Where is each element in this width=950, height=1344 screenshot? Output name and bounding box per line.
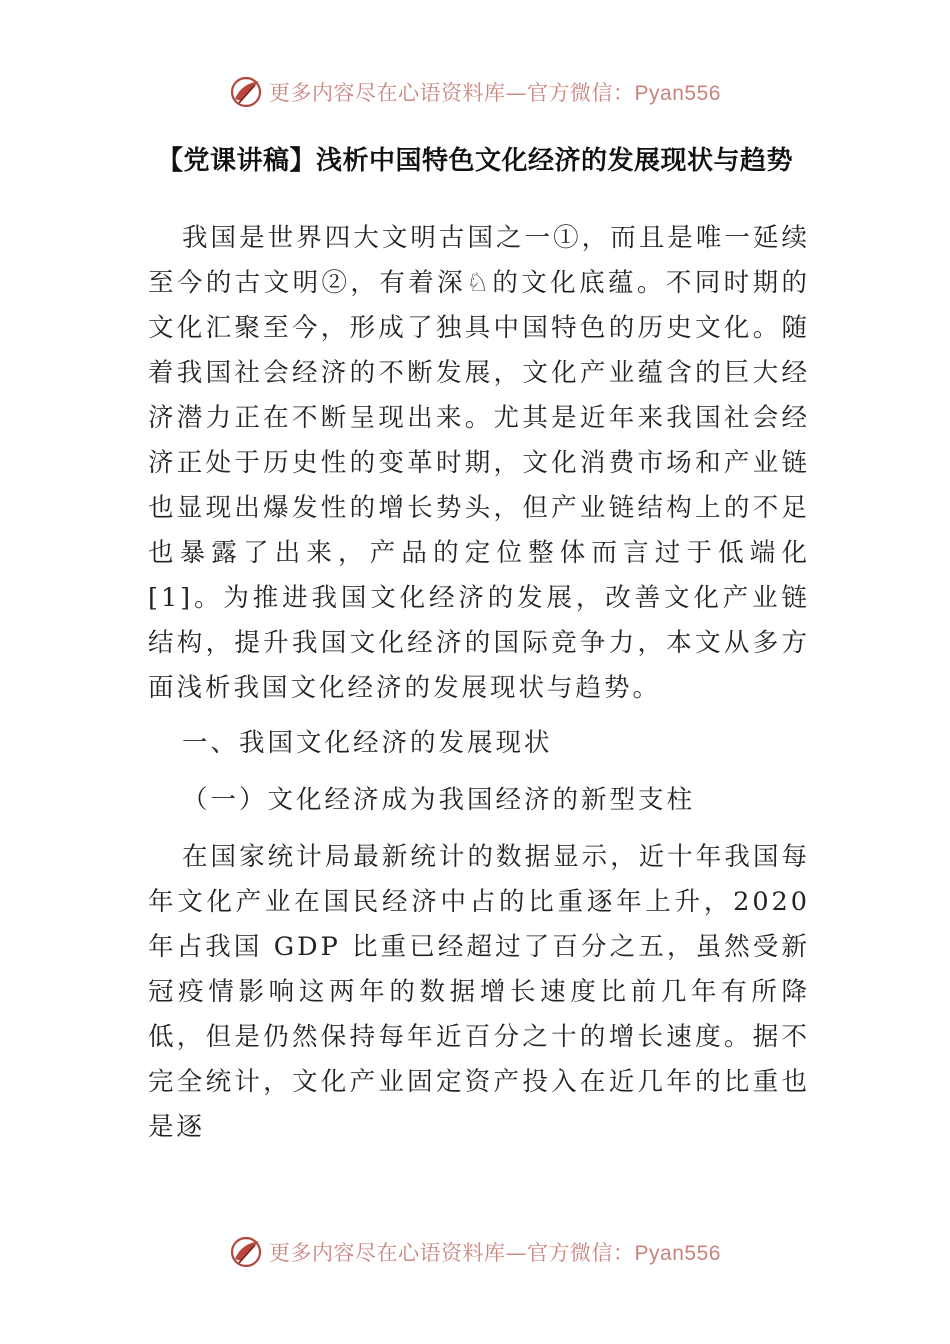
body-paragraph: 在国家统计局最新统计的数据显示，近十年我国每年文化产业在国民经济中占的比重逐年上升，2020 年占我国 GDP 比重已经超过了百分之五，虽然受新冠疫情影响这两年的数据增长速度比前几年有所降低，但是仍然保持每年近百分之十的增长速度。据不完全统计，文化产业固定资产投入在近几年的比重也是逐 — [148, 842, 810, 1142]
subsection-heading: （一）文化经济成为我国经济的新型支柱 — [182, 785, 696, 815]
footer-banner-label: 更多内容尽在心语资料库—官方微信： — [269, 1241, 635, 1265]
header-banner-text — [269, 77, 721, 107]
header-wechat-id: Pyan556 — [634, 82, 721, 105]
library-logo-icon — [229, 1235, 263, 1269]
section-heading: 一、我国文化经济的发展现状 — [182, 728, 553, 758]
footer-banner — [0, 1232, 950, 1272]
footer-wechat-id: Pyan556 — [634, 1242, 721, 1265]
library-logo-icon — [229, 75, 263, 109]
header-banner-label: 更多内容尽在心语资料库—官方微信： — [269, 81, 635, 105]
document-title: 【党课讲稿】浅析中国特色文化经济的发展现状与趋势 — [156, 146, 793, 176]
intro-paragraph: 我国是世界四大文明古国之一①，而且是唯一延续至今的古文明②，有着深♘的文化底蕴。不同时期的文化汇聚至今，形成了独具中国特色的历史文化。随着我国社会经济的不断发展，文化产业蕴含的巨大经济潜力正在不断呈现出来。尤其是近年来我国社会经济正处于历史性的变革时期，文化消费市场和产业链也显现出爆发性的增长势头，但产业链结构上的不足也暴露了出来，产品的定位整体而言过于低端化[1]。为推进我国文化经济的发展，改善文化产业链结构，提升我国文化经济的国际竞争力，本文从多方面浅析我国文化经济的发展现状与趋势。 — [148, 223, 810, 703]
document-body — [148, 216, 810, 1150]
footer-banner-text — [269, 1237, 721, 1267]
header-banner — [0, 72, 950, 112]
